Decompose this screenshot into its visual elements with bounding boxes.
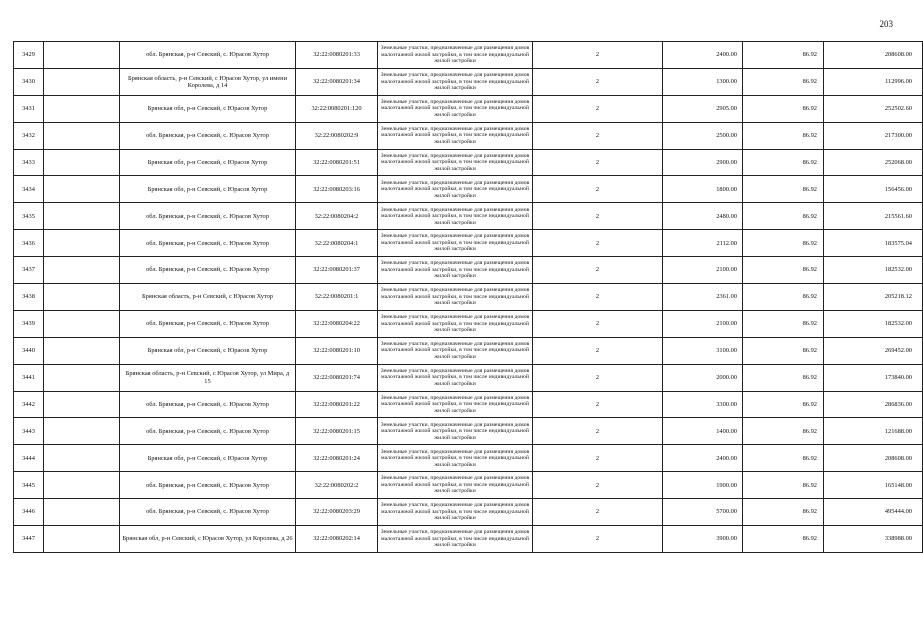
rate-cell: 86.92 [743,203,824,230]
rate-cell: 86.92 [743,68,824,95]
category-cell: 2 [533,230,663,257]
cadastral-number-cell: 32:22:0080202:2 [296,472,378,499]
category-cell: 2 [533,95,663,122]
cadastral-cost-cell: 183575.04 [824,230,923,257]
rate-cell: 86.92 [743,364,824,391]
cadastral-number-cell: 32:22:0080204:22 [296,310,378,337]
cadastral-number-cell: 32:22:0080201:37 [296,257,378,284]
blank-cell [44,176,120,203]
cadastral-number-cell: 32:22:0080201:51 [296,149,378,176]
row-number-cell: 3439 [14,310,44,337]
blank-cell [44,122,120,149]
permitted-use-cell: Земельные участки, предназначенные для размещения домов малоэтажной жилой застройки, в том числе индивидуальной жилой застройки [378,68,533,95]
blank-cell [44,445,120,472]
rate-cell: 86.92 [743,445,824,472]
blank-cell [44,526,120,553]
blank-cell [44,364,120,391]
row-number-cell: 3429 [14,42,44,69]
cadastral-number-cell: 32:22:0080202:9 [296,122,378,149]
row-number-cell: 3446 [14,499,44,526]
rate-cell: 86.92 [743,526,824,553]
table-row [14,149,923,176]
permitted-use-cell: Земельные участки, предназначенные для размещения домов малоэтажной жилой застройки, в том числе индивидуальной жилой застройки [378,391,533,418]
category-cell: 2 [533,122,663,149]
cadastral-number-cell: 32:22:0080201:22 [296,391,378,418]
blank-cell [44,68,120,95]
table-row [14,337,923,364]
row-number-cell: 3447 [14,526,44,553]
table-row [14,230,923,257]
cadastral-number-cell: 32:22:0080204:1 [296,230,378,257]
cadastral-number-cell: 32:22:0080201:120 [296,95,378,122]
cadastral-cost-cell: 286836.00 [824,391,923,418]
cadastral-cost-cell: 252502.60 [824,95,923,122]
page-number: 203 [879,19,893,29]
blank-cell [44,391,120,418]
category-cell: 2 [533,526,663,553]
area-cell: 2480.00 [663,203,743,230]
cadastral-cost-cell: 269452.00 [824,337,923,364]
permitted-use-cell: Земельные участки, предназначенные для размещения домов малоэтажной жилой застройки, в том числе индивидуальной жилой застройки [378,284,533,311]
area-cell: 2100.00 [663,310,743,337]
row-number-cell: 3440 [14,337,44,364]
rate-cell: 86.92 [743,176,824,203]
table-row [14,364,923,391]
address-cell: Брянская область, р-н Севский, с Юрасов Хутор, ул Мира, д 15 [120,364,296,391]
address-cell: обл. Брянская, р-н Севский, с. Юрасов Хутор [120,310,296,337]
address-cell: Брянская область, р-н Севский, с Юрасов Хутор [120,284,296,311]
blank-cell [44,418,120,445]
address-cell: обл. Брянская, р-н Севский, с. Юрасов Хутор [120,257,296,284]
blank-cell [44,230,120,257]
area-cell: 1900.00 [663,472,743,499]
rate-cell: 86.92 [743,391,824,418]
cadastral-cost-cell: 338988.00 [824,526,923,553]
address-cell: Брянская обл, р-н Севский, с Юрасов Хутор [120,95,296,122]
address-cell: Брянская обл, р-н Севский, с Юрасов Хутор [120,337,296,364]
cadastral-cost-cell: 208608.00 [824,445,923,472]
area-cell: 2905.00 [663,95,743,122]
rate-cell: 86.92 [743,499,824,526]
table-row [14,445,923,472]
address-cell: Брянская обл, р-н Севский, с Юрасов Хутор [120,445,296,472]
cadastral-number-cell: 32:22:0080203:29 [296,499,378,526]
table-row [14,391,923,418]
permitted-use-cell: Земельные участки, предназначенные для размещения домов малоэтажной жилой застройки, в том числе индивидуальной жилой застройки [378,203,533,230]
area-cell: 5700.00 [663,499,743,526]
category-cell: 2 [533,499,663,526]
area-cell: 1800.00 [663,176,743,203]
cadastral-number-cell: 32:22:0080201:33 [296,42,378,69]
category-cell: 2 [533,418,663,445]
cadastral-number-cell: 32:22:0080204:2 [296,203,378,230]
cadastral-cost-cell: 182532.00 [824,257,923,284]
category-cell: 2 [533,391,663,418]
row-number-cell: 3437 [14,257,44,284]
address-cell: обл. Брянская, р-н Севский, с. Юрасов Хутор [120,391,296,418]
cadastral-cost-cell: 217300.00 [824,122,923,149]
address-cell: обл. Брянская, р-н Севский, с. Юрасов Хутор [120,418,296,445]
area-cell: 3300.00 [663,391,743,418]
row-number-cell: 3432 [14,122,44,149]
permitted-use-cell: Земельные участки, предназначенные для размещения домов малоэтажной жилой застройки, в том числе индивидуальной жилой застройки [378,176,533,203]
address-cell: обл. Брянская, р-н Севский, с. Юрасов Хутор [120,122,296,149]
area-cell: 3900.00 [663,526,743,553]
table-row [14,499,923,526]
category-cell: 2 [533,445,663,472]
permitted-use-cell: Земельные участки, предназначенные для размещения домов малоэтажной жилой застройки, в том числе индивидуальной жилой застройки [378,310,533,337]
table-row [14,310,923,337]
category-cell: 2 [533,364,663,391]
permitted-use-cell: Земельные участки, предназначенные для размещения домов малоэтажной жилой застройки, в том числе индивидуальной жилой застройки [378,95,533,122]
area-cell: 2361.00 [663,284,743,311]
blank-cell [44,337,120,364]
cadastral-cost-cell: 252068.00 [824,149,923,176]
area-cell: 3100.00 [663,337,743,364]
cadastral-number-cell: 32:22:0080201:34 [296,68,378,95]
blank-cell [44,149,120,176]
row-number-cell: 3443 [14,418,44,445]
table-row [14,526,923,553]
permitted-use-cell: Земельные участки, предназначенные для размещения домов малоэтажной жилой застройки, в том числе индивидуальной жилой застройки [378,230,533,257]
cadastral-cost-cell: 165148.00 [824,472,923,499]
cadastral-number-cell: 32:22:0080201:15 [296,418,378,445]
table-row [14,122,923,149]
permitted-use-cell: Земельные участки, предназначенные для размещения домов малоэтажной жилой застройки, в том числе индивидуальной жилой застройки [378,445,533,472]
permitted-use-cell: Земельные участки, предназначенные для размещения домов малоэтажной жилой застройки, в том числе индивидуальной жилой застройки [378,122,533,149]
address-cell: обл. Брянская, р-н Севский, с. Юрасов Хутор [120,472,296,499]
category-cell: 2 [533,203,663,230]
row-number-cell: 3445 [14,472,44,499]
rate-cell: 86.92 [743,418,824,445]
address-cell: обл. Брянская, р-н Севский, с. Юрасов Хутор [120,203,296,230]
cadastral-cost-cell: 121688.00 [824,418,923,445]
address-cell: обл. Брянская, р-н Севский, с. Юрасов Хутор [120,42,296,69]
address-cell: обл. Брянская, р-н Севский, с. Юрасов Хутор [120,230,296,257]
category-cell: 2 [533,42,663,69]
table-row [14,472,923,499]
permitted-use-cell: Земельные участки, предназначенные для размещения домов малоэтажной жилой застройки, в том числе индивидуальной жилой застройки [378,257,533,284]
permitted-use-cell: Земельные участки, предназначенные для размещения домов малоэтажной жилой застройки, в том числе индивидуальной жилой застройки [378,526,533,553]
category-cell: 2 [533,310,663,337]
rate-cell: 86.92 [743,149,824,176]
permitted-use-cell: Земельные участки, предназначенные для размещения домов малоэтажной жилой застройки, в том числе индивидуальной жилой застройки [378,499,533,526]
address-cell: обл. Брянская, р-н Севский, с. Юрасов Хутор [120,499,296,526]
rate-cell: 86.92 [743,310,824,337]
area-cell: 2112.00 [663,230,743,257]
cadastral-number-cell: 32:22:0080203:16 [296,176,378,203]
category-cell: 2 [533,149,663,176]
address-cell: Брянская обл, р-н Севский, с Юрасов Хутор, ул Королева, д 26 [120,526,296,553]
row-number-cell: 3433 [14,149,44,176]
row-number-cell: 3442 [14,391,44,418]
permitted-use-cell: Земельные участки, предназначенные для размещения домов малоэтажной жилой застройки, в том числе индивидуальной жилой застройки [378,42,533,69]
cadastral-number-cell: 32:22:0080201:1 [296,284,378,311]
rate-cell: 86.92 [743,472,824,499]
cadastral-number-cell: 32:22:0080201:74 [296,364,378,391]
cadastral-cost-cell: 182532.00 [824,310,923,337]
table-row [14,68,923,95]
blank-cell [44,203,120,230]
cadastral-cost-cell: 215561.60 [824,203,923,230]
blank-cell [44,257,120,284]
row-number-cell: 3434 [14,176,44,203]
permitted-use-cell: Земельные участки, предназначенные для размещения домов малоэтажной жилой застройки, в том числе индивидуальной жилой застройки [378,337,533,364]
table-row [14,203,923,230]
category-cell: 2 [533,337,663,364]
rate-cell: 86.92 [743,257,824,284]
row-number-cell: 3431 [14,95,44,122]
permitted-use-cell: Земельные участки, предназначенные для размещения домов малоэтажной жилой застройки, в том числе индивидуальной жилой застройки [378,364,533,391]
blank-cell [44,310,120,337]
category-cell: 2 [533,68,663,95]
rate-cell: 86.92 [743,95,824,122]
category-cell: 2 [533,176,663,203]
row-number-cell: 3435 [14,203,44,230]
cadastral-number-cell: 32:22:0080201:10 [296,337,378,364]
table-row [14,95,923,122]
row-number-cell: 3430 [14,68,44,95]
blank-cell [44,499,120,526]
permitted-use-cell: Земельные участки, предназначенные для размещения домов малоэтажной жилой застройки, в том числе индивидуальной жилой застройки [378,472,533,499]
rate-cell: 86.92 [743,284,824,311]
cadastral-number-cell: 32:22:0080201:24 [296,445,378,472]
category-cell: 2 [533,472,663,499]
rate-cell: 86.92 [743,230,824,257]
cadastral-value-table [13,41,923,553]
cadastral-cost-cell: 156456.00 [824,176,923,203]
blank-cell [44,472,120,499]
permitted-use-cell: Земельные участки, предназначенные для размещения домов малоэтажной жилой застройки, в том числе индивидуальной жилой застройки [378,149,533,176]
cadastral-cost-cell: 112996.00 [824,68,923,95]
area-cell: 2100.00 [663,257,743,284]
table-body [14,42,923,553]
table-row [14,42,923,69]
cadastral-cost-cell: 173840.00 [824,364,923,391]
address-cell: Брянская обл, р-н Севский, с Юрасов Хутор [120,176,296,203]
blank-cell [44,95,120,122]
table-row [14,284,923,311]
area-cell: 1400.00 [663,418,743,445]
address-cell: Брянская обл, р-н Севский, с Юрасов Хутор [120,149,296,176]
category-cell: 2 [533,284,663,311]
area-cell: 2400.00 [663,445,743,472]
row-number-cell: 3438 [14,284,44,311]
cadastral-cost-cell: 208608.00 [824,42,923,69]
row-number-cell: 3441 [14,364,44,391]
cadastral-number-cell: 32:22:0080202:14 [296,526,378,553]
permitted-use-cell: Земельные участки, предназначенные для размещения домов малоэтажной жилой застройки, в том числе индивидуальной жилой застройки [378,418,533,445]
row-number-cell: 3444 [14,445,44,472]
table-row [14,418,923,445]
area-cell: 2000.00 [663,364,743,391]
cadastral-cost-cell: 495444.00 [824,499,923,526]
area-cell: 2400.00 [663,42,743,69]
row-number-cell: 3436 [14,230,44,257]
table-row [14,257,923,284]
category-cell: 2 [533,257,663,284]
rate-cell: 86.92 [743,122,824,149]
cadastral-cost-cell: 205218.12 [824,284,923,311]
area-cell: 1300.00 [663,68,743,95]
table-row [14,176,923,203]
address-cell: Брянская область, р-н Севский, с Юрасов Хутор, ул имени Королева, д 14 [120,68,296,95]
blank-cell [44,42,120,69]
rate-cell: 86.92 [743,42,824,69]
area-cell: 2500.00 [663,122,743,149]
blank-cell [44,284,120,311]
area-cell: 2900.00 [663,149,743,176]
rate-cell: 86.92 [743,337,824,364]
